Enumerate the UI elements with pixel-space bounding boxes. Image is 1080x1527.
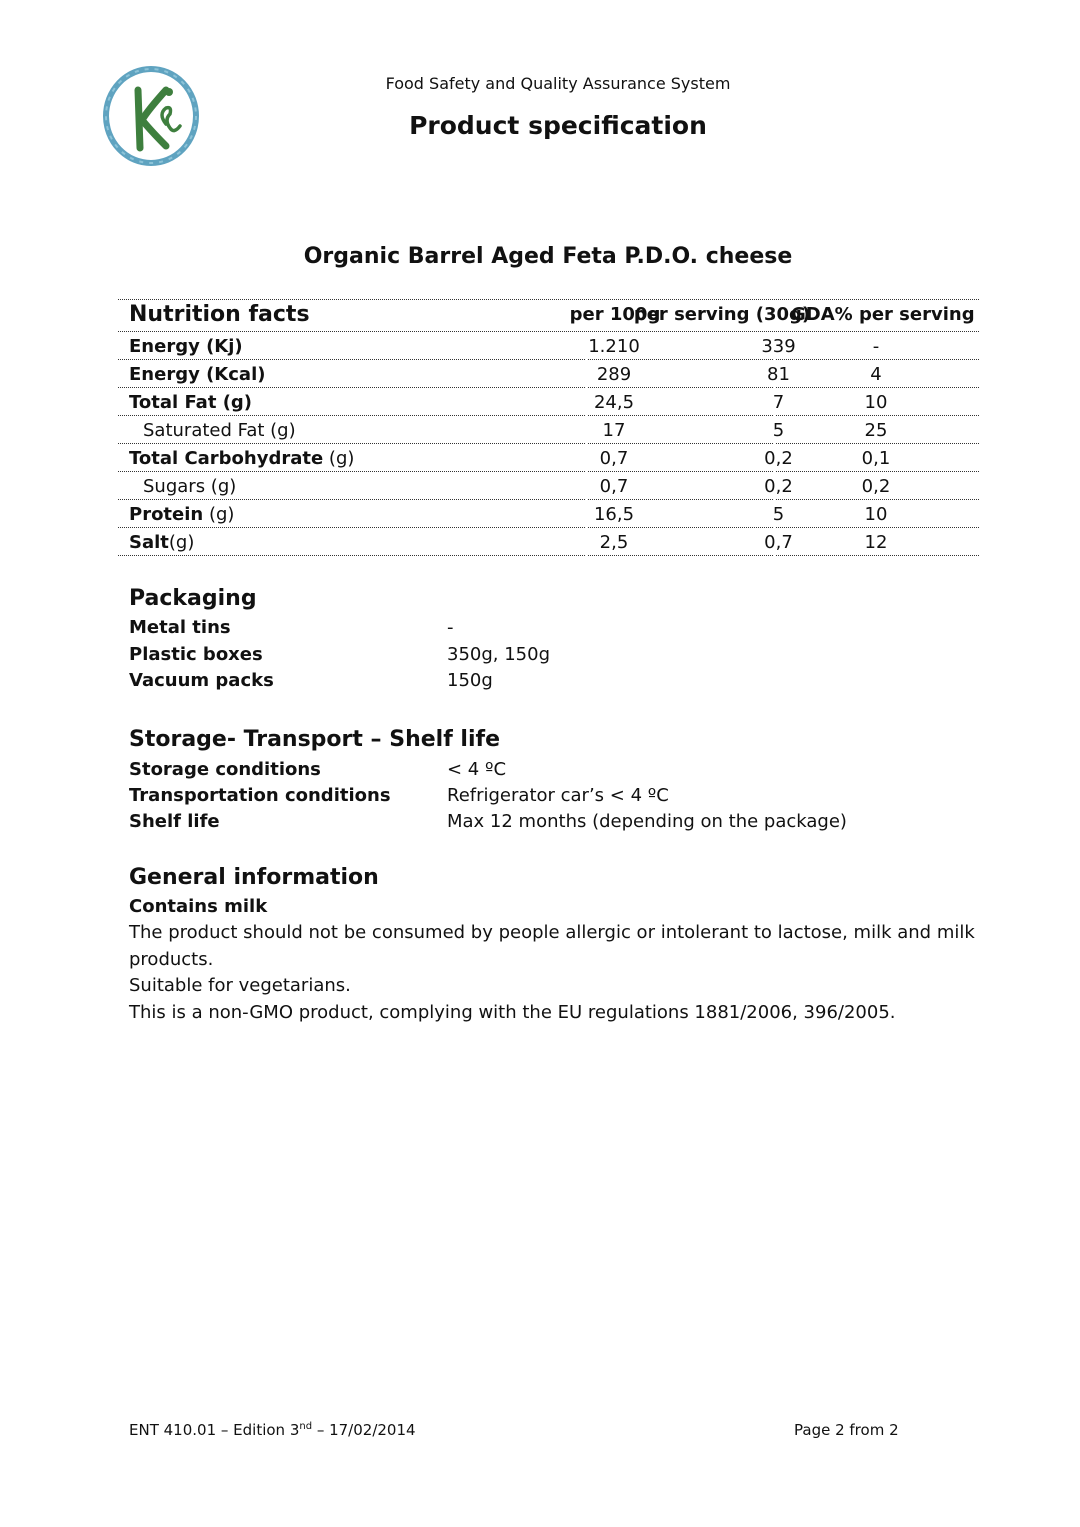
per-100g-value: 0,7 — [599, 476, 629, 497]
per-100g-value: 24,5 — [593, 392, 635, 413]
per-100g-value: 2,5 — [599, 532, 629, 553]
gda-value: 0,1 — [861, 448, 891, 469]
per-100g-value: 0,7 — [599, 448, 629, 469]
packaging-key-vacuum-packs: Vacuum packs — [129, 670, 274, 691]
nutrient-name — [143, 420, 296, 441]
nutrient-name-bold: Energy (Kj) — [129, 336, 243, 357]
nutrition-row — [118, 388, 979, 416]
nutrition-rows — [118, 332, 979, 556]
per-serving-value: 0,2 — [764, 476, 793, 497]
footer-edition-suffix: nd — [299, 1421, 313, 1432]
column-separator — [773, 553, 775, 556]
gda-header: GDA% per serving — [791, 304, 975, 325]
nutrition-row — [118, 332, 979, 360]
gda-value: 4 — [870, 364, 882, 385]
footer-doc-code: ENT 410.01 – Edition 3 — [129, 1421, 300, 1439]
per-serving-value: 0,7 — [764, 532, 793, 553]
nutrient-name-unit: Saturated Fat (g) — [143, 420, 296, 441]
product-name: Organic Barrel Aged Feta P.D.O. cheese — [303, 244, 793, 269]
footer-edition — [129, 1421, 416, 1439]
nutrition-row — [118, 472, 979, 500]
nutrition-facts-header: Nutrition facts — [129, 302, 310, 327]
nutrient-name-bold: Total Carbohydrate — [129, 448, 324, 469]
column-separator — [586, 553, 588, 556]
nutrient-name — [129, 336, 243, 357]
gda-value: 0,2 — [861, 476, 891, 497]
nutrient-name-bold: Energy (Kcal) — [129, 364, 266, 385]
gda-value: 25 — [864, 420, 888, 441]
packaging-title: Packaging — [129, 586, 257, 611]
packaging-key-plastic-boxes: Plastic boxes — [129, 644, 263, 665]
nutrition-row — [118, 444, 979, 472]
nutrient-name-unit: Sugars (g) — [143, 476, 237, 497]
per-serving-value: 81 — [767, 364, 790, 385]
nutrition-header-row — [118, 299, 979, 332]
nutrient-name — [129, 448, 354, 469]
nutrient-name — [129, 504, 234, 525]
packaging-value-vacuum-packs: 150g — [447, 670, 493, 691]
general-info-title: General information — [129, 865, 379, 890]
nutrition-row — [118, 360, 979, 388]
per-100g-value: 17 — [602, 420, 626, 441]
document-title: Product specification — [409, 111, 707, 140]
nutrient-name — [129, 392, 252, 413]
contains-milk-label: Contains milk — [129, 896, 268, 917]
per-100g-value: 16,5 — [593, 504, 635, 525]
nutrient-name-unit: (g) — [323, 448, 355, 469]
storage-title: Storage- Transport – Shelf life — [129, 727, 500, 752]
footer-page-number: Page 2 from 2 — [794, 1421, 899, 1439]
storage-key-conditions: Storage conditions — [129, 759, 321, 780]
nutrition-row — [118, 416, 979, 444]
nutrition-row — [118, 528, 979, 556]
nutrient-name-unit: (g) — [203, 504, 235, 525]
per-serving-value: 5 — [772, 420, 785, 441]
per-100g-value: 289 — [596, 364, 632, 385]
allergy-warning: The product should not be consumed by people allergic or intolerant to lactose, milk and milk products. — [129, 922, 975, 970]
nutrition-table — [118, 299, 979, 556]
nutrient-name-bold: Total Fat (g) — [129, 392, 253, 413]
per-serving-value: 5 — [772, 504, 785, 525]
packaging-value-plastic-boxes: 350g, 150g — [447, 644, 551, 665]
nutrient-name — [129, 364, 265, 385]
per-100g-value: 1.210 — [588, 336, 640, 357]
general-info-text — [129, 920, 989, 1026]
vegetarian-note: Suitable for vegetarians. — [129, 975, 351, 996]
per-100g-header: per 100g — [569, 304, 661, 325]
gda-value: 12 — [864, 532, 888, 553]
nutrient-name-bold: Protein — [129, 504, 204, 525]
nutrition-row — [118, 500, 979, 528]
gmo-compliance-note: This is a non-GMO product, complying with the EU regulations 1881/2006, 396/2005. — [129, 1001, 896, 1023]
packaging-value-metal-tins: - — [447, 617, 454, 638]
footer-date: – 17/02/2014 — [312, 1421, 416, 1439]
per-serving-value: 0,2 — [764, 448, 793, 469]
per-serving-header: per serving (30g) — [633, 304, 811, 325]
quality-system-name: Food Safety and Quality Assurance System — [385, 74, 731, 93]
storage-value-conditions: < 4 ºC — [447, 759, 507, 780]
per-serving-value: 339 — [761, 336, 796, 357]
nutrient-name-bold: Salt — [129, 532, 169, 553]
nutrient-name — [143, 476, 236, 497]
per-serving-value: 7 — [772, 392, 785, 413]
storage-key-shelf-life: Shelf life — [129, 811, 220, 832]
gda-value: - — [872, 336, 880, 357]
nutrient-name — [129, 532, 194, 553]
nutrient-name-unit: (g) — [168, 532, 195, 553]
packaging-key-metal-tins: Metal tins — [129, 617, 231, 638]
storage-value-transportation: Refrigerator car’s < 4 ºC — [447, 785, 669, 806]
storage-value-shelf-life: Max 12 months (depending on the package) — [447, 811, 847, 832]
storage-key-transportation: Transportation conditions — [129, 785, 391, 806]
gda-value: 10 — [864, 392, 888, 413]
gda-value: 10 — [864, 504, 888, 525]
